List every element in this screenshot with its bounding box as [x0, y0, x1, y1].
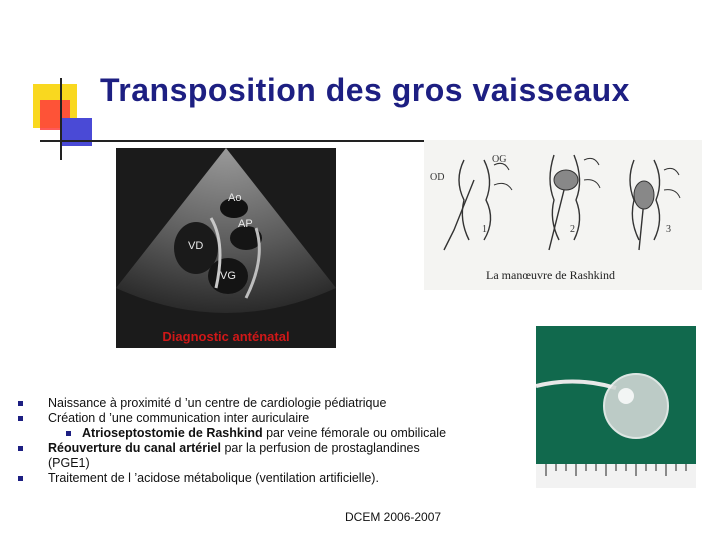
balloon-catheter-photo [536, 326, 696, 488]
bullet-square-icon [66, 431, 71, 436]
label-ao: Ao [228, 192, 242, 204]
sub-bullet-bold: Atrioseptostomie de Rashkind [82, 426, 263, 440]
rashkind-diagram [424, 140, 702, 290]
label-od: OD [430, 172, 445, 183]
bullet-item [18, 411, 528, 426]
bullet-list [18, 396, 528, 486]
bullet-text: par la perfusion de prostaglandines [220, 441, 420, 455]
slide-title: Transposition des gros vaisseaux [100, 72, 630, 108]
bullet-square-icon [18, 476, 23, 481]
sub-bullet-item [18, 426, 528, 441]
bullet-square-icon [18, 416, 23, 421]
bullet-item [18, 396, 528, 411]
bullet-square-icon [18, 446, 23, 451]
label-og: OG [492, 154, 507, 165]
label-ap: AP [238, 218, 253, 230]
bullet-bold: Réouverture du canal artériel [48, 441, 221, 455]
rashkind-drawing [424, 140, 702, 260]
sub-bullet-text: par veine fémorale ou ombilicale [262, 426, 447, 440]
label-step-2: 2 [570, 224, 575, 235]
bullet-item [18, 441, 528, 471]
echocardiogram-image [116, 148, 336, 348]
balloon-drawing [536, 326, 696, 488]
slide-footer: DCEM 2006-2007 [345, 510, 442, 524]
bullet-continuation: (PGE1) [48, 456, 90, 470]
label-vg: VG [220, 270, 236, 282]
decor-vertical-line [60, 78, 62, 160]
echo-caption: Diagnostic anténatal [162, 329, 290, 344]
bullet-item [18, 471, 528, 486]
label-step-1: 1 [482, 224, 487, 235]
bullet-square-icon [18, 401, 23, 406]
label-step-3: 3 [666, 224, 671, 235]
bullet-text: Création d ’une communication inter auriculaire [48, 411, 310, 425]
label-vd: VD [188, 240, 204, 252]
echo-fan [116, 148, 336, 348]
bullet-text: Traitement de l ’acidose métabolique (ventilation artificielle). [48, 471, 379, 485]
decor-horizontal-line [40, 140, 440, 142]
bullet-text: Naissance à proximité d ’un centre de cardiologie pédiatrique [48, 396, 387, 410]
rashkind-caption: La manœuvre de Rashkind [486, 268, 615, 282]
